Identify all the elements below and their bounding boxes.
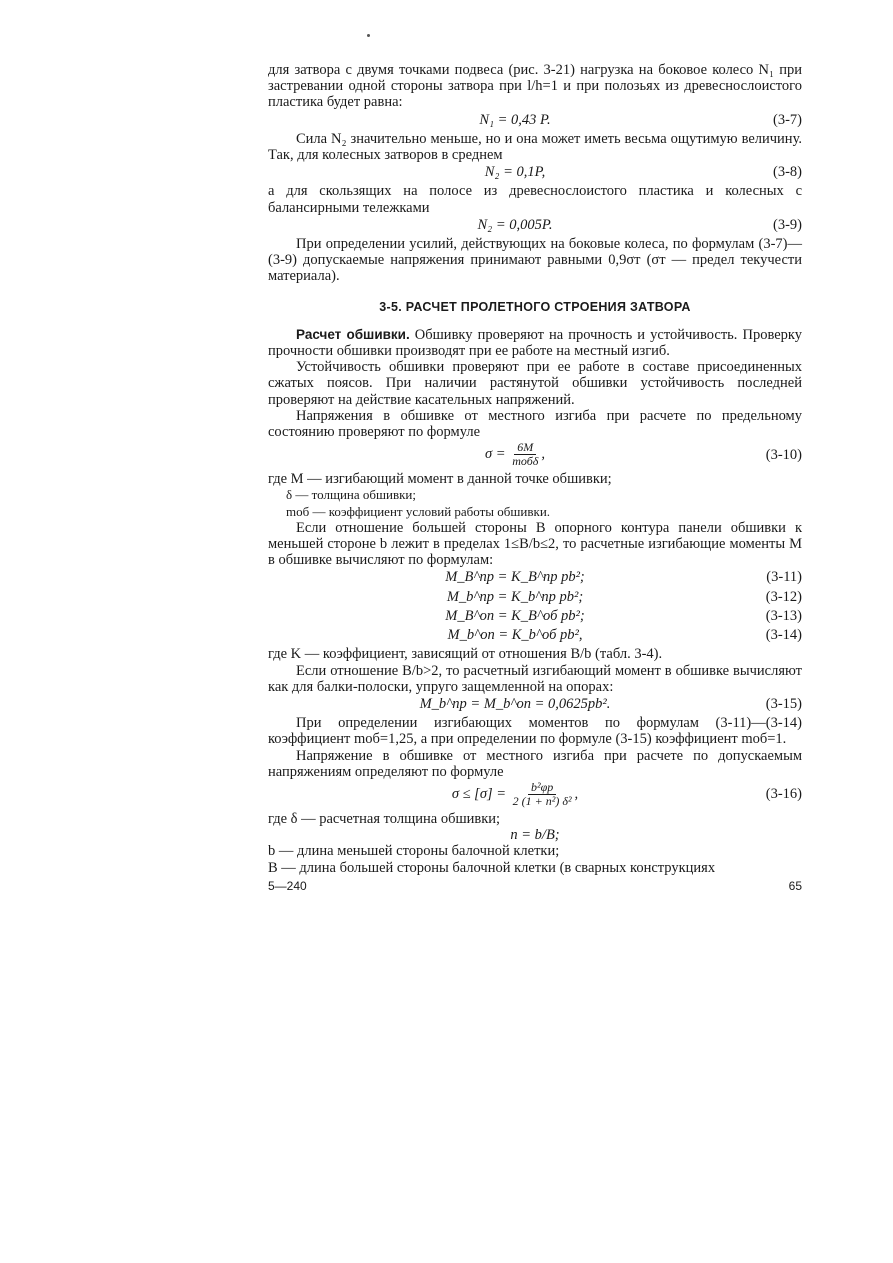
formula-expr: N₁ = 0,43 P. — [479, 111, 551, 128]
paragraph: Если отношение B/b>2, то расчетный изгибающий момент в обшивке вычисляют как для балки-полоски, упруго защемленной на опорах: — [268, 662, 802, 695]
equation-number: (3-15) — [765, 695, 802, 712]
formula-3-9 — [268, 217, 802, 233]
fraction — [510, 781, 575, 808]
section-heading: 3-5. РАСЧЕТ ПРОЛЕТНОГО СТРОЕНИЯ ЗАТВОРА — [379, 299, 691, 314]
equation-number: (3-8) — [773, 164, 802, 181]
formula-tail: , — [574, 785, 579, 802]
equation-number: (3-11) — [766, 569, 802, 586]
where-line: где M — изгибающий момент в данной точке обшивки; — [268, 471, 612, 488]
formula-3-10 — [268, 441, 802, 468]
equation-number: (3-12) — [765, 588, 802, 605]
page-number: 65 — [788, 878, 802, 893]
paragraph: Напряжения в обшивке от местного изгиба при расчете по предельному состоянию проверяют по формуле — [268, 407, 802, 441]
paragraph: Сила N₂ значительно меньше, но и она может иметь весьма ощутимую величину. Так, для колесных затворов в среднем — [268, 130, 802, 164]
formula-expr: N₂ = 0,005P. — [477, 216, 553, 233]
paragraph: При определении изгибающих моментов по формулам (3-11)—(3-14) коэффициент mоб=1,25, а при определении по формуле (3-15) коэффициент mоб=1. — [268, 715, 802, 748]
run-in-heading: Расчет обшивки. — [296, 326, 410, 342]
fraction — [509, 441, 541, 468]
formula-3-7 — [268, 112, 802, 128]
formula-expr: M_b^оп = K_b^об pb², — [447, 627, 583, 644]
equation-number: (3-9) — [773, 216, 802, 233]
paragraph-text: Обшивку проверяют на прочность и устойчивость. Проверку прочности обшивки производят при ее работе на местный изгиб. — [268, 326, 802, 360]
formula-expr: N₂ = 0,1P, — [484, 164, 546, 181]
where-line: δ — толщина обшивки; — [286, 487, 416, 503]
paragraph: Устойчивость обшивки проверяют при ее работе в составе присоединенных сжатых поясов. При наличии растянутой обшивки устойчивость последней проверяют на действие касательных напряжений. — [268, 359, 802, 408]
formula-3-15 — [268, 696, 802, 712]
paragraph: Если отношение большей стороны B опорного контура панели обшивки к меньшей стороне b лежит в пределах 1≤B/b≤2, то расчетные изгибающие моменты M в обшивке вычисляют по формулам: — [268, 519, 802, 569]
paragraph: для затвора с двумя точками подвеса (рис. 3-21) нагрузка на боковое колесо N₁ при застревании одной стороны затвора при l/h=1 и при полозьях из древеснослоистого пластика будет равна: — [268, 62, 802, 111]
paragraph: Напряжение в обшивке от местного изгиба при расчете по допускаемым напряжениям определяют по формуле — [268, 747, 802, 780]
formula-3-16 — [268, 781, 802, 808]
paragraph: где K — коэффициент, зависящий от отношения B/b (табл. 3-4). — [268, 646, 663, 663]
signature-mark: 5—240 — [268, 878, 307, 893]
fraction-denominator: mобδ — [512, 454, 539, 469]
formula-3-14 — [268, 627, 802, 643]
page-footer — [268, 878, 802, 894]
fraction-numerator: 6M — [514, 441, 536, 455]
fraction-denominator: 2 (1 + n²) δ² — [512, 793, 572, 808]
formula-3-11 — [268, 569, 802, 585]
paragraph: а для скользящих на полосе из древеснослоистого пластика и колесных с балансирными тележками — [268, 183, 802, 216]
formula-expr: M_b^пр = M_b^оп = 0,0625pb². — [419, 695, 611, 712]
equation-number: (3-7) — [773, 111, 802, 128]
formula-tail: , — [541, 446, 545, 463]
page-content — [268, 62, 802, 894]
stray-dot — [367, 34, 370, 37]
formula-3-12 — [268, 589, 802, 605]
formula-expr: M_B^пр = K_B^пр pb²; — [445, 569, 585, 586]
where-line: где δ — расчетная толщина обшивки; — [268, 810, 501, 827]
where-line: B — длина большей стороны балочной клетки (в сварных конструкциях — [268, 859, 716, 876]
where-line: n = b/B; — [510, 827, 560, 844]
equation-number: (3-10) — [765, 446, 802, 463]
formula-expr: M_B^оп = K_B^об pb²; — [445, 607, 585, 624]
formula-expr — [268, 441, 732, 468]
formula-expr — [268, 781, 732, 808]
equation-number: (3-14) — [765, 627, 802, 644]
formula-expr: M_b^пр = K_b^пр pb²; — [446, 588, 584, 605]
equation-number: (3-13) — [765, 607, 802, 624]
paragraph: При определении усилий, действующих на боковые колеса, по формулам (3-7)—(3-9) допускаемые напряжения принимают равными 0,9σт (σт — предел текучести материала). — [268, 236, 802, 285]
formula-lhs: σ ≤ [σ] = — [451, 785, 507, 802]
formula-3-13 — [268, 608, 802, 624]
paragraph — [268, 327, 802, 359]
formula-lhs: σ = — [485, 446, 506, 463]
formula-3-8 — [268, 164, 802, 180]
equation-number: (3-16) — [765, 786, 802, 803]
fraction-numerator: b²φp — [528, 781, 556, 795]
where-line: b — длина меньшей стороны балочной клетки; — [268, 843, 560, 860]
where-line: mоб — коэффициент условий работы обшивки. — [286, 503, 551, 519]
